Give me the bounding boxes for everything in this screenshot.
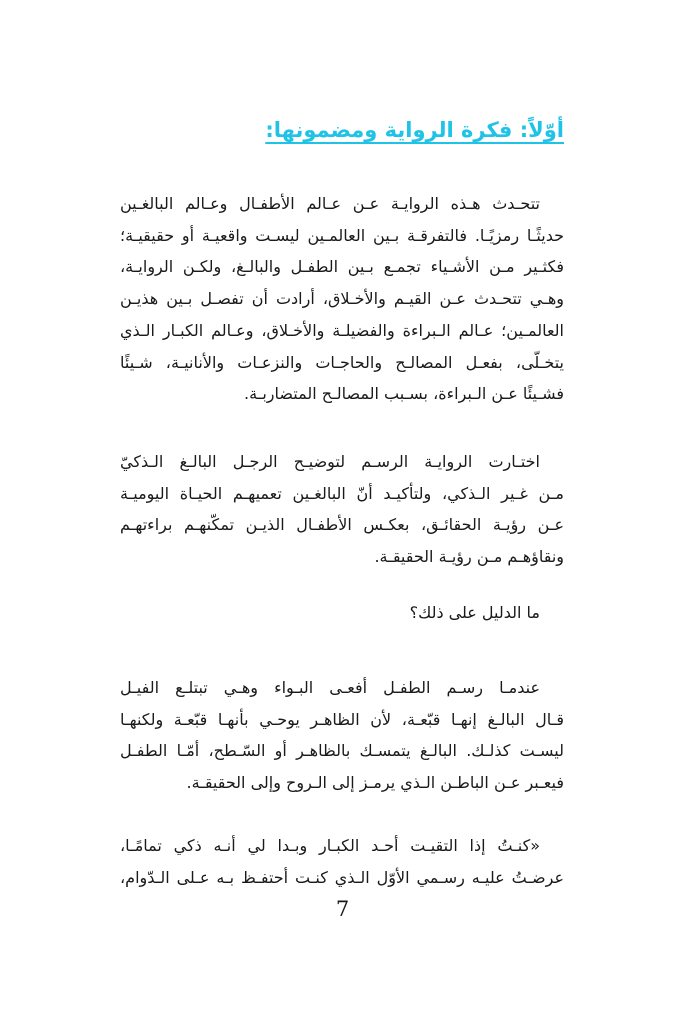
paragraph-line: يتخـلّى، بفعـل المصالـح والحاجـات والنزعـات والأنانيـة، شـيئًا — [120, 352, 564, 372]
paragraph-4-quote — [120, 830, 564, 893]
paragraph-line: قـال البالـغ إنهـا قبّعـة، لأن الظاهـر يوحـي بأنهـا قبّعـة ولكنهـا — [120, 709, 564, 729]
paragraph-line: «كنـتُ إذا التقيـت أحـد الكبـار وبـدا لي أنـه ذكي تمامًـا، — [120, 836, 540, 855]
paragraph-line: فيعـبر عـن الباطـن الـذي يرمـز إلى الـروح وإلى الحقيقـة. — [186, 773, 564, 793]
page-number: 7 — [335, 897, 350, 921]
paragraph-line: عرضـتُ عليـه رسـمي الأوّل الـذي كنـت أحتفـظ بـه عـلى الـدّوام، — [120, 867, 564, 887]
paragraph-line: فكثـير مـن الأشـياء تجمـع بـين الطفـل والبالـغ، ولكـن الروايـة، — [120, 257, 564, 277]
paragraph-line: العالمـين؛ عـالم الـبراءة والفضيلـة والأخـلاق، وعـالم الكبـار الـذي — [120, 320, 564, 340]
paragraph-3 — [120, 672, 564, 799]
section-heading: أوّلاً: فكرة الرواية ومضمونها: — [265, 118, 564, 142]
paragraph-2 — [120, 446, 564, 573]
paragraph-line: فشـيئًا عـن الـبراءة، بسـبب المصالـح المتضاربـة. — [243, 384, 564, 404]
paragraph-line: ليسـت كذلـك. البالـغ يتمسـك بالظاهـر أو السّـطح، أمّـا الطفـل — [120, 741, 564, 761]
paragraph-line: تتحـدث هـذه الروايـة عـن عـالم الأطفـال وعـالم البالغـين — [120, 194, 540, 213]
paragraph-line: ونقاؤهـم مـن رؤيـة الحقيقـة. — [374, 547, 564, 567]
paragraph-line: عندمـا رسـم الطفـل أفعـى البـواء وهـي تبتلـع الفيـل — [120, 678, 540, 697]
paragraph-line: اختـارت الروايـة الرسـم لتوضيـح الرجـل البالـغ الـذكيّ — [120, 452, 540, 471]
question-line: ما الدليل على ذلك؟ — [409, 603, 540, 622]
paragraph-line: حديثًـا رمزيًـا. فالتفرقـة بـين العالمـين ليسـت واقعيـة أو حقيقيـة؛ — [120, 225, 564, 245]
paragraph-1 — [120, 188, 564, 410]
paragraph-line: مـن غـير الـذكي، ولتأكيـد أنّ البالغـين تعميهـم الحيـاة اليوميـة — [120, 483, 564, 503]
paragraph-line: عـن رؤيـة الحقائـق، بعكـس الأطفـال الذيـن تمكّنهـم براءتهـم — [120, 515, 564, 535]
paragraph-line: وهـي تتحـدث عـن القيـم والأخـلاق، أرادت أن تفصـل بـين هذيـن — [120, 289, 564, 309]
